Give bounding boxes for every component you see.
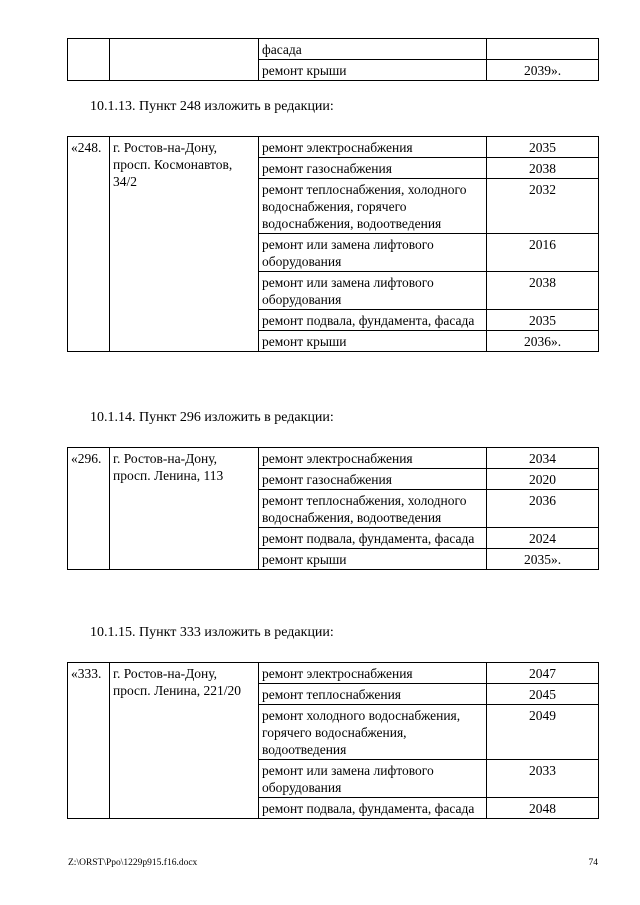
table-row	[68, 137, 599, 158]
item-number-cell: «296.	[68, 448, 110, 570]
table-item-296	[67, 447, 599, 570]
table-continuation	[67, 38, 599, 81]
year-cell: 2039».	[487, 60, 599, 81]
work-cell: ремонт крыши	[259, 60, 487, 81]
section-heading-333: 10.1.15. Пункт 333 изложить в редакции:	[90, 625, 334, 640]
section-heading-248: 10.1.13. Пункт 248 изложить в редакции:	[90, 99, 334, 114]
work-cell: ремонт электроснабжения	[259, 448, 487, 469]
section-heading-296: 10.1.14. Пункт 296 изложить в редакции:	[90, 410, 334, 425]
year-cell: 2020	[487, 469, 599, 490]
footer-page-number: 74	[588, 858, 598, 868]
work-cell: фасада	[259, 39, 487, 60]
year-cell: 2032	[487, 179, 599, 234]
year-cell: 2034	[487, 448, 599, 469]
work-cell: ремонт газоснабжения	[259, 469, 487, 490]
year-cell	[487, 39, 599, 60]
year-cell: 2035».	[487, 549, 599, 570]
work-cell: ремонт электроснабжения	[259, 137, 487, 158]
year-cell: 2038	[487, 272, 599, 310]
work-cell: ремонт или замена лифтового оборудования	[259, 272, 487, 310]
work-cell: ремонт или замена лифтового оборудования	[259, 760, 487, 798]
work-cell: ремонт подвала, фундамента, фасада	[259, 310, 487, 331]
work-cell: ремонт подвала, фундамента, фасада	[259, 798, 487, 819]
year-cell: 2036».	[487, 331, 599, 352]
year-cell: 2016	[487, 234, 599, 272]
work-cell: ремонт или замена лифтового оборудования	[259, 234, 487, 272]
year-cell: 2035	[487, 137, 599, 158]
year-cell: 2036	[487, 490, 599, 528]
year-cell: 2045	[487, 684, 599, 705]
item-number-cell: «248.	[68, 137, 110, 352]
work-cell: ремонт электроснабжения	[259, 663, 487, 684]
work-cell: ремонт холодного водоснабжения, горячего водоснабжения, водоотведения	[259, 705, 487, 760]
year-cell: 2048	[487, 798, 599, 819]
address-cell: г. Ростов-на-Дону, просп. Ленина, 113	[110, 448, 259, 570]
work-cell: ремонт крыши	[259, 549, 487, 570]
work-cell: ремонт газоснабжения	[259, 158, 487, 179]
year-cell: 2038	[487, 158, 599, 179]
work-cell: ремонт крыши	[259, 331, 487, 352]
work-cell: ремонт теплоснабжения, холодного водоснабжения, горячего водоснабжения, водоотведения	[259, 179, 487, 234]
year-cell: 2035	[487, 310, 599, 331]
item-number-cell	[68, 39, 110, 81]
table-item-248	[67, 136, 599, 352]
year-cell: 2024	[487, 528, 599, 549]
table-row	[68, 448, 599, 469]
table-row	[68, 663, 599, 684]
year-cell: 2049	[487, 705, 599, 760]
table-row	[68, 39, 599, 60]
work-cell: ремонт подвала, фундамента, фасада	[259, 528, 487, 549]
work-cell: ремонт теплоснабжения, холодного водоснабжения, водоотведения	[259, 490, 487, 528]
footer-file-path: Z:\ORST\Ppo\1229p915.f16.docx	[68, 858, 198, 868]
year-cell: 2047	[487, 663, 599, 684]
table-item-333	[67, 662, 599, 819]
address-cell: г. Ростов-на-Дону, просп. Ленина, 221/20	[110, 663, 259, 819]
address-cell: г. Ростов-на-Дону, просп. Космонавтов, 34/2	[110, 137, 259, 352]
year-cell: 2033	[487, 760, 599, 798]
item-number-cell: «333.	[68, 663, 110, 819]
work-cell: ремонт теплоснабжения	[259, 684, 487, 705]
address-cell	[110, 39, 259, 81]
